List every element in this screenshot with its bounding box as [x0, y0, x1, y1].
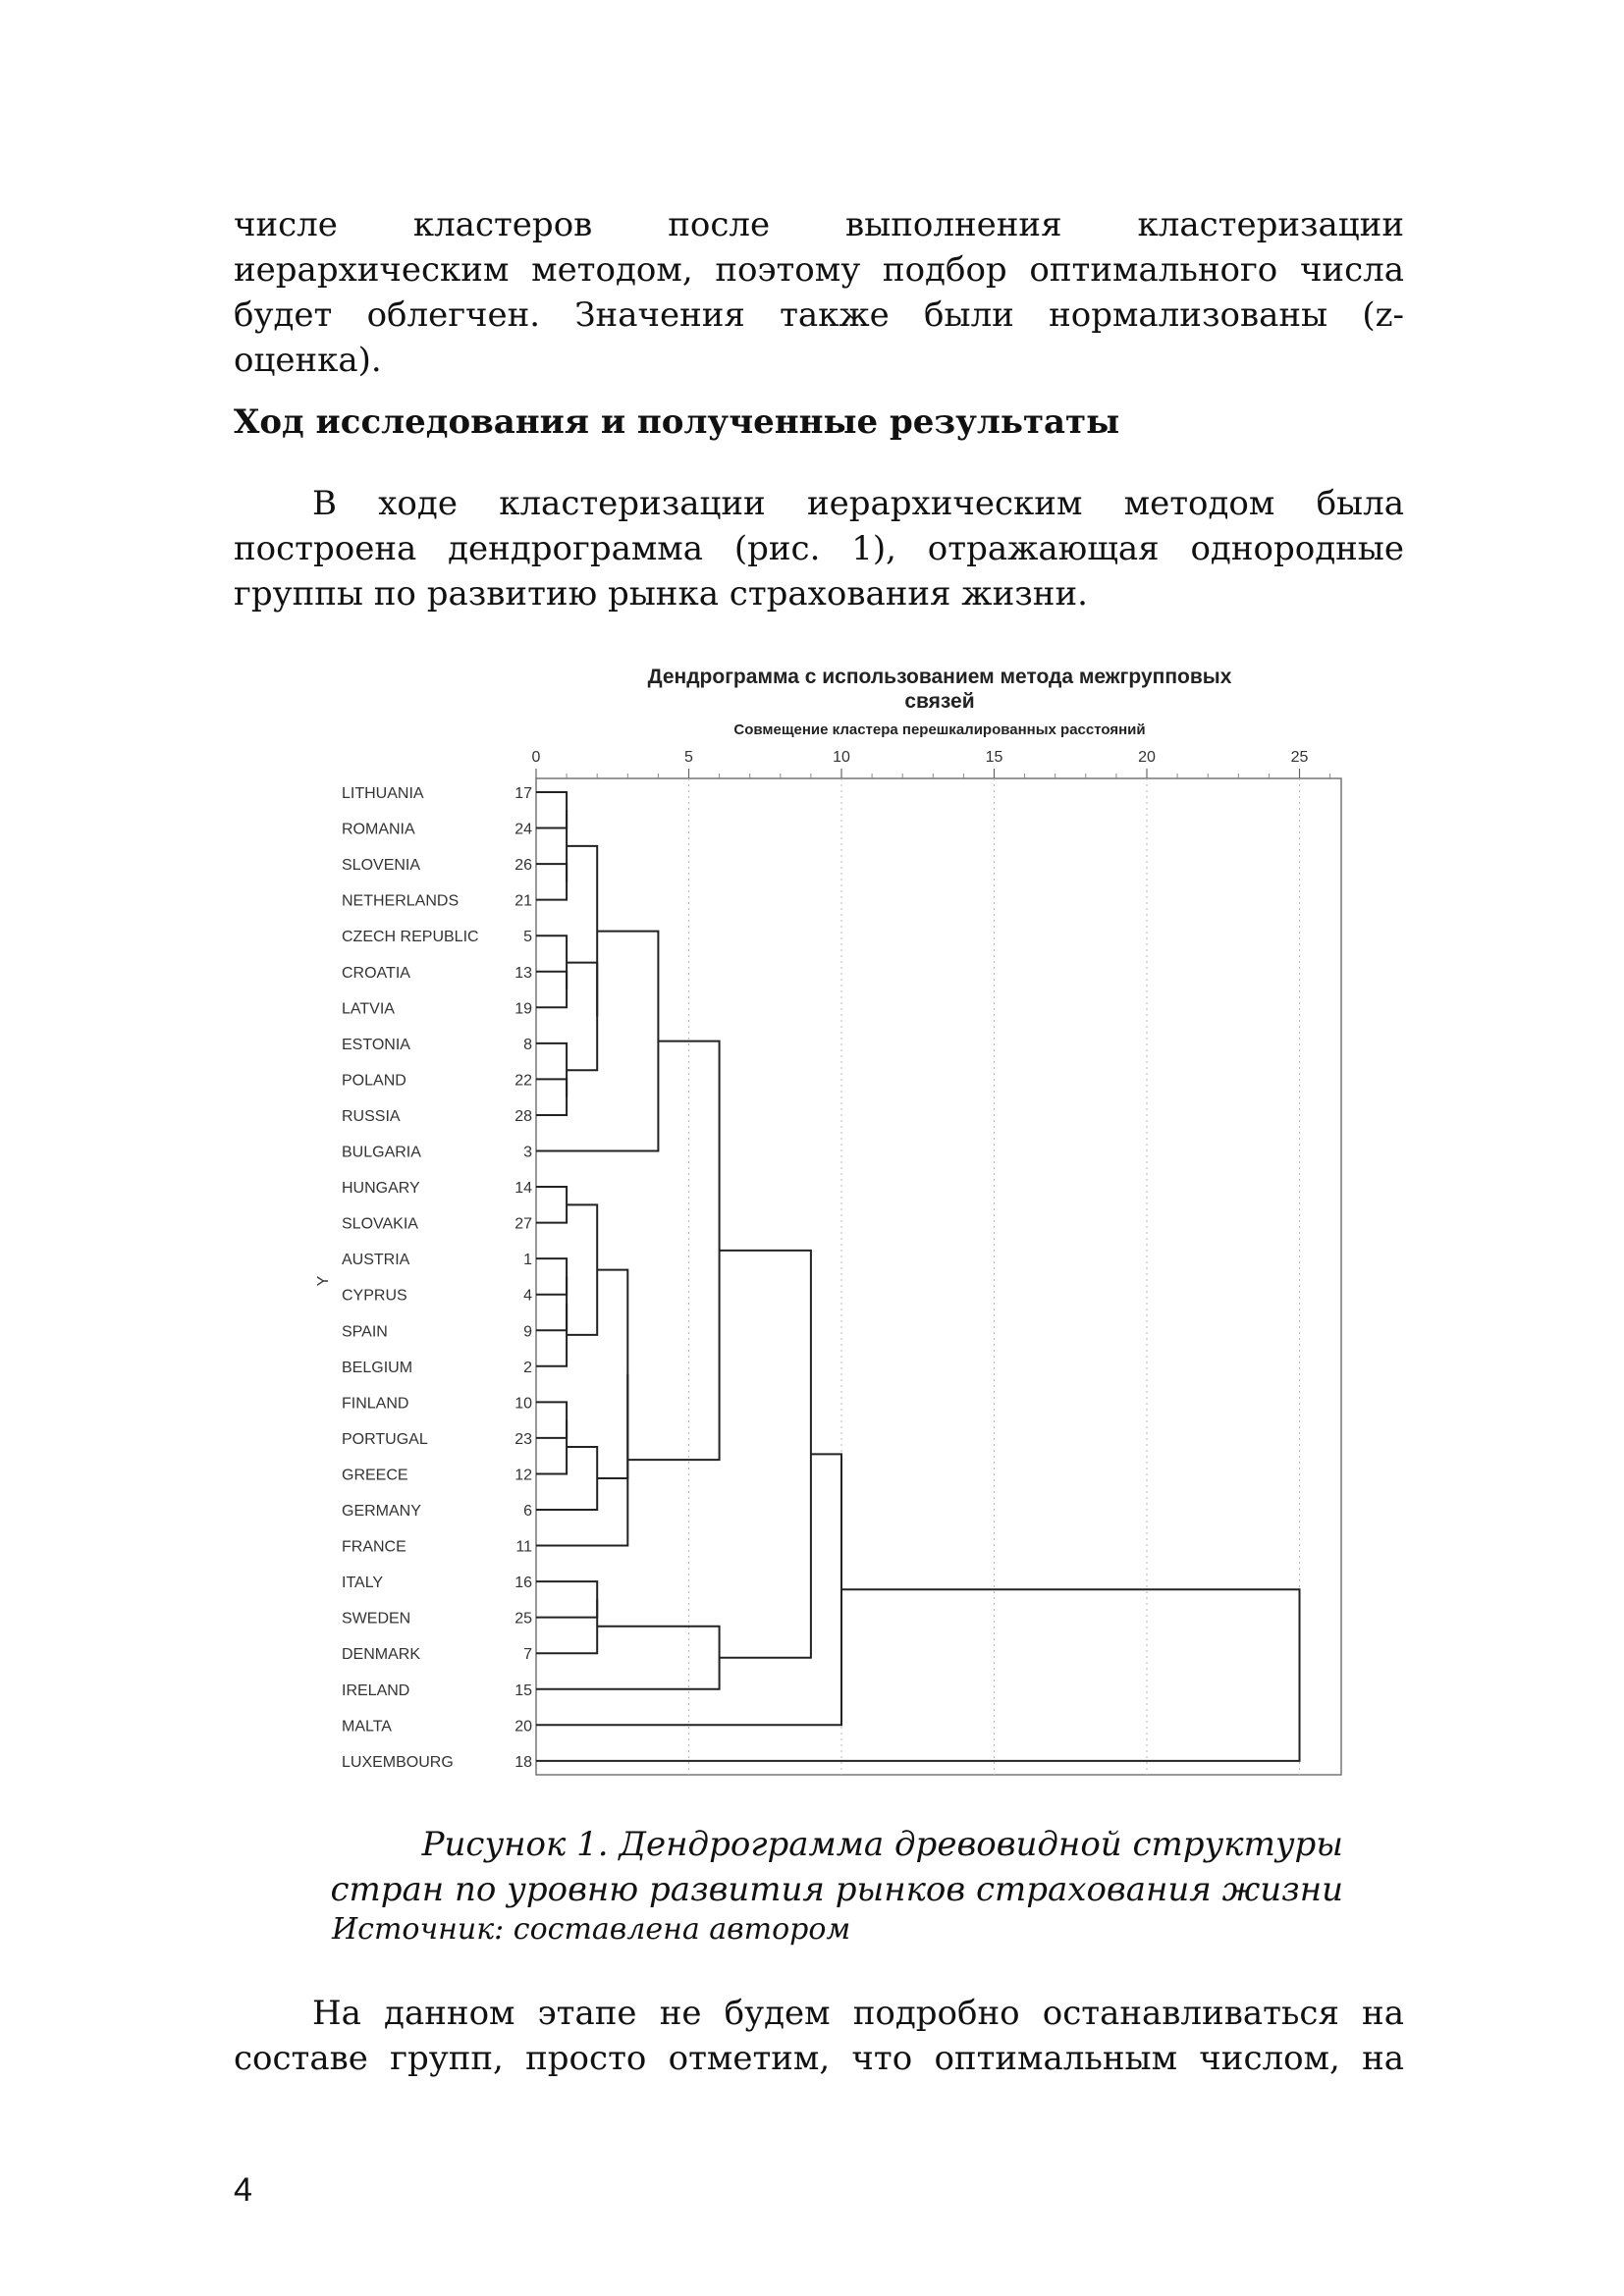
dendrogram-link [536, 972, 567, 1008]
x-tick-label: 10 [833, 749, 850, 766]
chart-title-line2: связей [904, 690, 975, 713]
dendrogram-link [536, 1627, 720, 1689]
plot-frame [536, 778, 1341, 1775]
paragraph-line: иерархическим методом, поэтому подбор оптимального числа [234, 250, 1404, 290]
y-axis-label: Y [315, 1275, 332, 1287]
leaf-id: 20 [514, 1718, 532, 1735]
leaf-id: 19 [514, 1000, 532, 1018]
leaf-label: LATVIA [342, 1000, 395, 1018]
leaf-id: 17 [514, 785, 532, 802]
leaf-label: POLAND [342, 1072, 406, 1090]
paragraph-line: числе кластеров после выполнения кластеризации [234, 205, 1404, 244]
figure-source: Источник: составлена автором [332, 1912, 851, 1947]
dendrogram-link [567, 846, 597, 1017]
leaf-id: 23 [514, 1430, 532, 1448]
dendrogram-link [536, 864, 567, 900]
leaf-id: 18 [514, 1753, 532, 1771]
leaf-id: 6 [523, 1503, 532, 1520]
leaf-id: 13 [514, 964, 532, 982]
body-paragraph [234, 1991, 1404, 2081]
leaf-label: CROATIA [342, 964, 410, 982]
paragraph-line: В ходе кластеризации иерархическим методом была [312, 484, 1404, 523]
chart-subtitle: Совмещение кластера перешкалированных расстояний [733, 721, 1146, 738]
leaf-label: GREECE [342, 1467, 408, 1484]
paragraph-line: оценка). [234, 341, 382, 380]
leaf-label: BULGARIA [342, 1144, 421, 1161]
x-tick-label: 5 [684, 749, 693, 766]
leaf-label: IRELAND [342, 1682, 410, 1699]
dendrogram-link [536, 1187, 567, 1223]
dendrogram-link [536, 1599, 597, 1653]
leaf-label: SPAIN [342, 1323, 388, 1341]
dendrogram-link [536, 1276, 567, 1330]
leaf-label: MALTA [342, 1718, 392, 1735]
leaf-label: CYPRUS [342, 1287, 407, 1305]
x-axis [532, 749, 1341, 1775]
paragraph-line: На данном этапе не будем подробно останавливаться на [312, 1994, 1404, 2033]
leaf-id: 28 [514, 1107, 532, 1125]
leaf-id: 3 [523, 1144, 532, 1161]
leaf-id: 22 [514, 1072, 532, 1090]
leaf-label: HUNGARY [342, 1180, 420, 1198]
leaf-label: BELGIUM [342, 1359, 413, 1376]
caption-line: Рисунок 1. Дендрограмма древовидной структуры [421, 1825, 1343, 1864]
dendrogram-link [536, 1589, 1300, 1761]
dendrogram-link [536, 1402, 567, 1438]
dendrogram-link [536, 1079, 567, 1115]
figure-caption [234, 1822, 1343, 1912]
leaf-id: 14 [514, 1180, 532, 1198]
leaf-id: 5 [523, 929, 532, 946]
leaf-id: 24 [514, 821, 532, 838]
leaf-label: PORTUGAL [342, 1430, 428, 1448]
leaf-id: 7 [523, 1646, 532, 1664]
leaf-label: DENMARK [342, 1646, 421, 1664]
caption-line: стран по уровню развития рынков страхования жизни [330, 1870, 1343, 1909]
leaf-id: 15 [514, 1682, 532, 1699]
dendrogram-link [536, 1043, 567, 1097]
leaf-label: RUSSIA [342, 1107, 401, 1125]
leaf-id: 1 [523, 1252, 532, 1269]
leaf-label: ROMANIA [342, 821, 415, 838]
x-tick-label: 20 [1138, 749, 1156, 766]
leaf-label: NETHERLANDS [342, 892, 460, 910]
paragraph-line: построена дендрограмма (рис. 1), отражающая однородные [234, 529, 1404, 568]
dendrogram-link [720, 1251, 811, 1658]
dendrogram-link [567, 963, 597, 1071]
leaf-id: 4 [523, 1287, 532, 1305]
dendrogram-link [536, 935, 567, 989]
x-tick-label: 0 [531, 749, 541, 766]
chart-title-line1: Дендрограмма с использованием метода межгрупповых [647, 666, 1232, 688]
dendrogram-link [627, 1041, 719, 1461]
leaf-id: 8 [523, 1036, 532, 1053]
leaf-label: GERMANY [342, 1503, 421, 1520]
leaf-id: 2 [523, 1359, 532, 1376]
leaf-id: 10 [514, 1395, 532, 1413]
section-heading: Ход исследования и полученные результаты [234, 402, 1120, 442]
leaf-label: CZECH REPUBLIC [342, 929, 479, 946]
leaf-id: 9 [523, 1323, 532, 1341]
leaf-label: ESTONIA [342, 1036, 410, 1053]
page-number: 4 [234, 2171, 252, 2209]
paragraph-line: группы по развитию рынка страхования жизни. [234, 574, 1088, 614]
leaf-label: SWEDEN [342, 1610, 411, 1628]
dendrogram-link [536, 1374, 627, 1546]
leaf-label: SLOVENIA [342, 857, 421, 875]
dendrogram-link [597, 1270, 627, 1478]
dendrogram-link [536, 792, 567, 828]
body-paragraph [234, 202, 1404, 383]
dendrogram-tree [536, 792, 1300, 1761]
paragraph-line: составе групп, просто отметим, что оптимальным числом, на [234, 2039, 1404, 2078]
leaf-label: LUXEMBOURG [342, 1753, 454, 1771]
leaf-id: 25 [514, 1610, 532, 1628]
leaf-label: FINLAND [342, 1395, 409, 1413]
leaf-id: 27 [514, 1215, 532, 1233]
dendrogram-link [536, 1304, 567, 1366]
body-paragraph [234, 481, 1404, 616]
x-tick-label: 25 [1290, 749, 1309, 766]
leaf-id: 26 [514, 857, 532, 875]
dendrogram-chart [314, 653, 1365, 1791]
dendrogram-link [536, 1454, 841, 1725]
leaf-label: LITHUANIA [342, 785, 424, 802]
x-tick-label: 15 [985, 749, 1003, 766]
dendrogram-link [536, 1258, 567, 1295]
dendrogram-link [567, 1204, 597, 1334]
leaf-labels [342, 785, 532, 1771]
leaf-label: FRANCE [342, 1538, 406, 1556]
leaf-label: ITALY [342, 1575, 384, 1592]
leaf-id: 16 [514, 1575, 532, 1592]
leaf-id: 21 [514, 892, 532, 910]
leaf-label: AUSTRIA [342, 1252, 410, 1269]
dendrogram-link [536, 1581, 597, 1618]
leaf-id: 11 [515, 1538, 532, 1556]
leaf-id: 12 [514, 1467, 532, 1484]
leaf-label: SLOVAKIA [342, 1215, 418, 1233]
dendrogram-link [536, 1420, 567, 1474]
paragraph-line: будет облегчен. Значения также были нормализованы (z- [234, 295, 1404, 335]
